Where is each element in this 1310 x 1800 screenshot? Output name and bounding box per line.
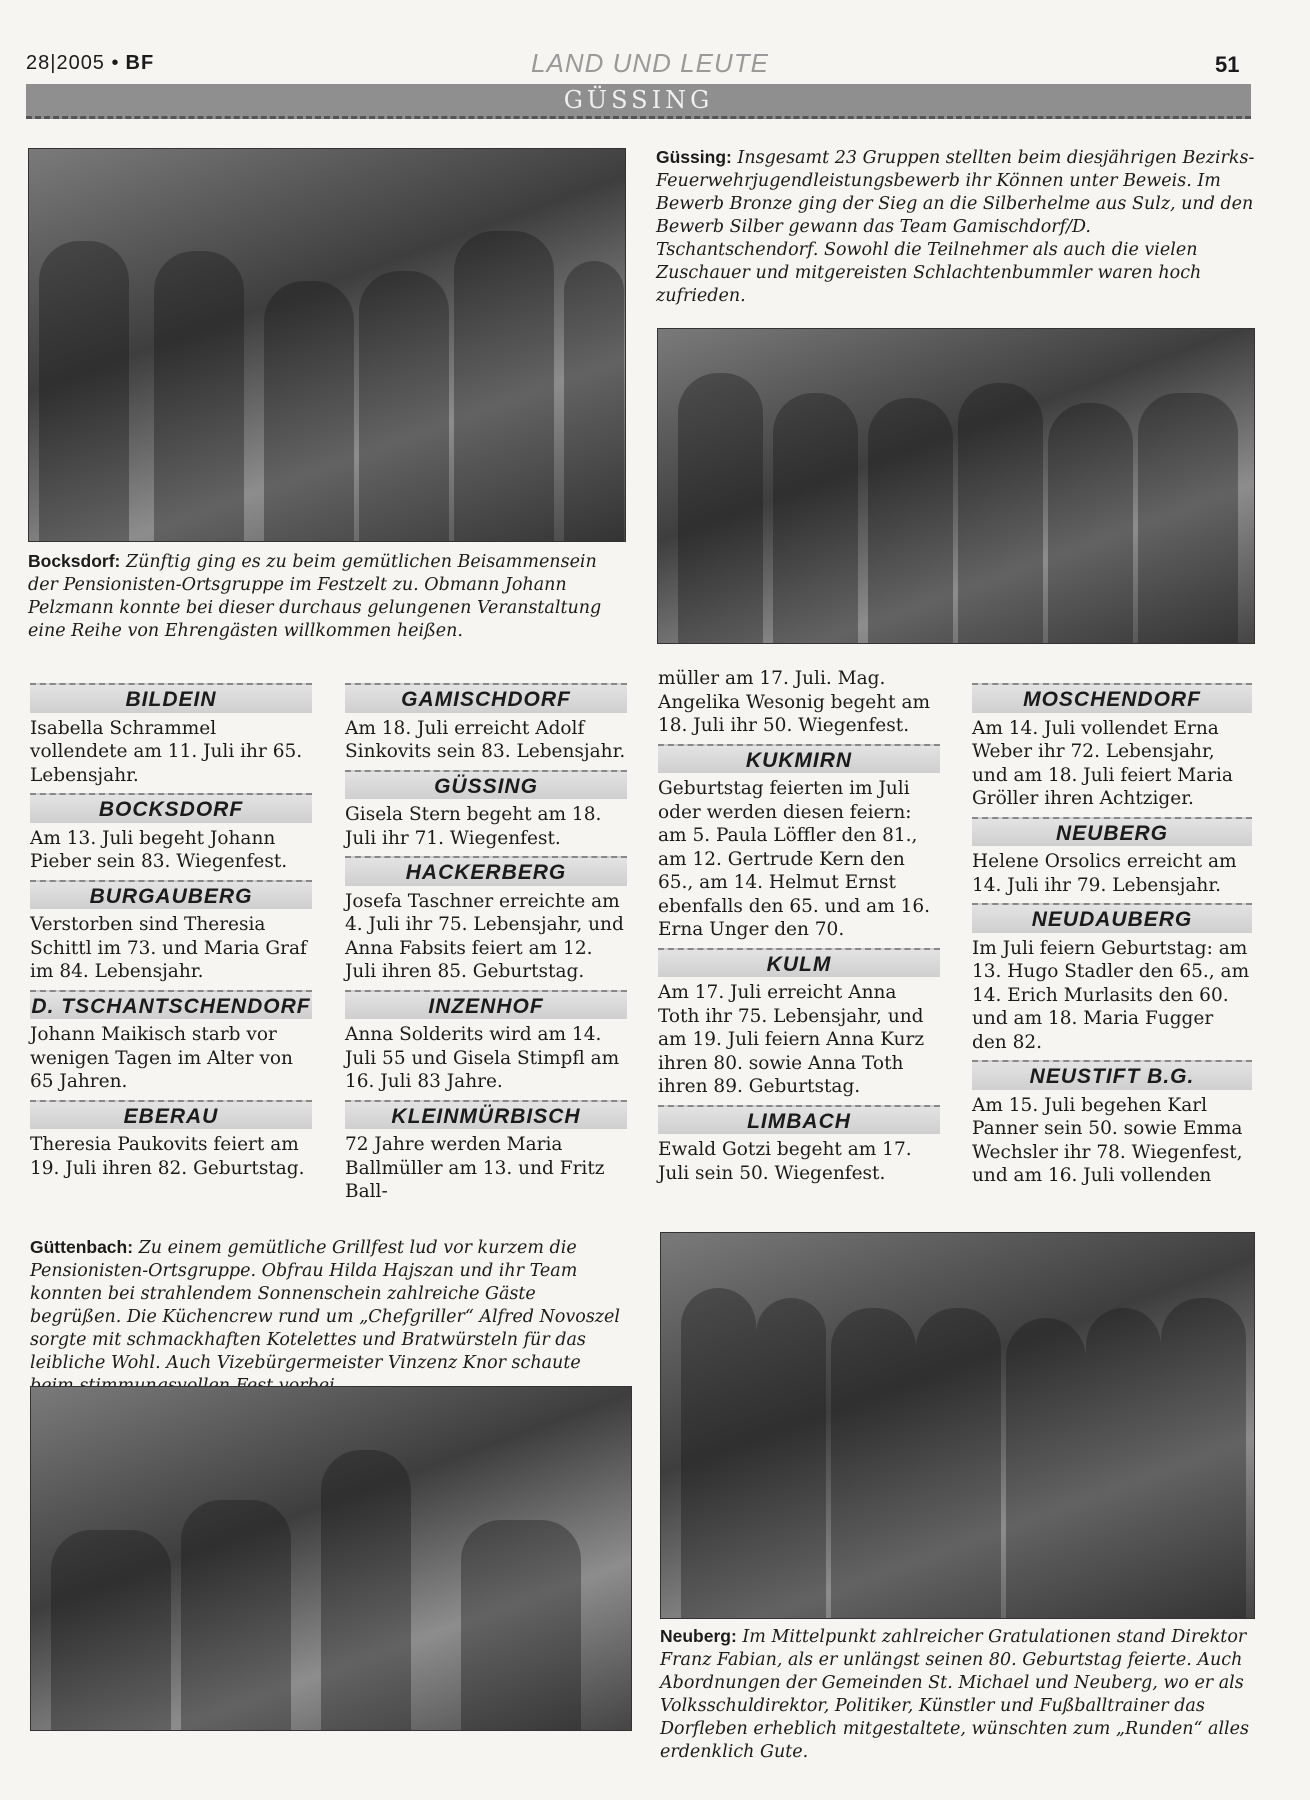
column-2-text-1: Am 18. Juli erreicht Adolf Sinkovits sein 83. Lebensjahr. (345, 717, 626, 762)
photo-neuberg (660, 1232, 1255, 1619)
column-1-heading-2: BOCKSDORF (30, 793, 312, 823)
column-1-heading-1: BILDEIN (30, 683, 312, 713)
column-4-heading-1: MOSCHENDORF (972, 683, 1252, 713)
column-4-heading-4: NEUSTIFT B.G. (972, 1060, 1252, 1090)
column-3-text-1: Geburtstag feierten im Juli oder werden diesen feiern: am 5. Paula Löffler den 81., am 12. Gertrude Kern den 65., am 14. Helmut Ernst ebenfalls den 65. und am 16. Erna Unger den 70. (658, 778, 931, 940)
column-3-text-2: Am 17. Juli erreicht Anna Toth ihr 75. Lebensjahr, und am 19. Juli feiern Anna Kurz ihren 80. sowie Anna Toth ihren 89. Geburtstag. (658, 982, 925, 1097)
column-4-text-3: Im Juli feiern Geburtstag: am 13. Hugo Stadler den 65., am 14. Erich Murlasits den 60. und am 18. Maria Fugger den 82. (972, 937, 1250, 1053)
column-4-text-2: Helene Orsolics erreicht am 14. Juli ihr 79. Lebensjahr. (972, 851, 1237, 896)
photo-guettenbach-grillfest (30, 1386, 632, 1731)
column-2-heading-5: KLEINMÜRBISCH (345, 1100, 627, 1130)
column-2-heading-2: GÜSSING (345, 770, 627, 800)
column-3-text-3: Ewald Gotzi begeht am 17. Juli sein 50. Wiegenfest. (658, 1139, 912, 1184)
issue-line (26, 52, 154, 75)
column-3-lead: müller am 17. Juli. Mag. Angelika Wesonig begeht am 18. Juli ihr 50. Wiegenfest. (658, 668, 931, 736)
column-3-heading-3: LIMBACH (658, 1105, 940, 1135)
caption-bocksdorf (28, 550, 628, 643)
column-3-heading-2: KULM (658, 948, 940, 978)
region-title: GÜSSING (563, 86, 714, 114)
column-4-text-4: Am 15. Juli begehen Karl Panner sein 50. sowie Emma Wechsler ihr 78. Wiegenfest, und am 16. Juli vollenden (972, 1094, 1243, 1186)
column-4-heading-2: NEUBERG (972, 817, 1252, 847)
column-2-heading-1: GAMISCHDORF (345, 683, 627, 713)
column-2 (345, 677, 627, 1208)
page-number: 51 (1215, 52, 1240, 77)
column-4 (972, 677, 1252, 1192)
caption-neuberg-text: Im Mittelpunkt zahlreicher Gratulationen stand Direktor Franz Fabian, als er unlängst seinen 80. Geburtstag feierte. Auch Abordnungen der Gemeinden St. Michael und Neuberg, wo er als Volksschuldirektor, Politiker, Künstler und Fußballtrainer das Dorfleben erheblich mitgestaltete, wünschten zum „Runden“ alles erdenklich Gute. (660, 1627, 1249, 1762)
column-1-text-4: Johann Maikisch starb vor wenigen Tagen im Alter von 65 Jahren. (30, 1024, 293, 1092)
caption-guessing-place: Güssing: (656, 147, 732, 167)
column-4-text-1: Am 14. Juli vollendet Erna Weber ihr 72. Lebensjahr, und am 18. Juli feiert Maria Gröller ihren Achtziger. (972, 717, 1233, 809)
caption-bocksdorf-place: Bocksdorf: (28, 551, 121, 571)
photo-guessing-fire-brigade (657, 328, 1255, 644)
brand: BF (125, 52, 155, 74)
photo-bocksdorf (28, 148, 626, 542)
caption-guessing (656, 146, 1256, 308)
column-1 (30, 677, 312, 1184)
caption-guettenbach (30, 1236, 630, 1398)
column-2-text-3: Josefa Taschner erreichte am 4. Juli ihr 75. Lebensjahr, und Anna Fabsits feiert am 12. Juli ihren 85. Geburtstag. (345, 890, 624, 982)
column-1-text-5: Theresia Paukovits feiert am 19. Juli ihren 82. Geburtstag. (30, 1134, 305, 1179)
caption-guettenbach-text: Zu einem gemütliche Grillfest lud vor kurzem die Pensionisten-Ortsgruppe. Obfrau Hilda Hajszan und ihr Team konnten bei strahlendem Sonnenschein zahlreiche Gäste begrüßen. Die Küchencrew rund um „Chefgriller“ Alfred Novoszel sorgte mit schmackhaften Kotelettes und Bratwürsteln für das leibliche Wohl. Auch Vizebürgermeister Vinzenz Knor schaute (30, 1238, 620, 1373)
column-1-text-1: Isabella Schrammel vollendete am 11. Juli ihr 65. Lebensjahr. (30, 717, 303, 786)
column-1-heading-5: EBERAU (30, 1100, 312, 1130)
section-title: LAND UND LEUTE (531, 48, 769, 78)
caption-guettenbach-place: Güttenbach: (30, 1237, 134, 1257)
column-2-heading-4: INZENHOF (345, 990, 627, 1020)
caption-neuberg (660, 1625, 1260, 1764)
region-band (26, 84, 1251, 119)
column-2-text-5: 72 Jahre werden Maria Ballmüller am 13. und Fritz Ball- (345, 1134, 605, 1202)
caption-neuberg-place: Neuberg: (660, 1626, 737, 1646)
column-1-heading-4: D. TSCHANTSCHENDORF (30, 990, 312, 1020)
caption-bocksdorf-text: Zünftig ging es zu beim gemütlichen Beisammensein der Pensionisten-Ortsgruppe im Festzelt zu. Obmann Johann Pelzmann konnte bei dieser durchaus gelungenen Veranstaltung eine Reihe von Ehrengästen willkommen heißen. (28, 552, 602, 641)
column-3-heading-1: KUKMIRN (658, 744, 940, 774)
column-3 (658, 667, 940, 1189)
column-2-heading-3: HACKERBERG (345, 856, 627, 886)
column-1-text-2: Am 13. Juli begeht Johann Pieber sein 83. Wiegenfest. (30, 827, 288, 872)
column-4-heading-3: NEUDAUBERG (972, 903, 1252, 933)
issue-number: 28|2005 • (26, 52, 120, 74)
column-2-text-4: Anna Solderits wird am 14. Juli 55 und Gisela Stimpfl am 16. Juli 83 Jahre. (345, 1024, 620, 1092)
column-2-text-2: Gisela Stern begeht am 18. Juli ihr 71. Wiegenfest. (345, 804, 602, 849)
column-1-heading-3: BURGAUBERG (30, 880, 312, 910)
caption-guessing-text: Insgesamt 23 Gruppen stellten beim diesjährigen Bezirks-Feuerwehrjugendleistungsbewerb ihr Können unter Beweis. Im Bewerb Bronze ging der Sieg an die Silberhelme aus Sulz, und den Bewerb Silber gewann das Team Gamischdorf/D. Tschantschendorf. Sowohl die Teilnehmer als auch die vielen Zuschauer und mitgereisten Schlachtenbummler waren hoch zufrieden. (656, 148, 1255, 306)
column-1-text-3: Verstorben sind Theresia Schittl im 73. und Maria Graf im 84. Lebensjahr. (30, 914, 307, 982)
